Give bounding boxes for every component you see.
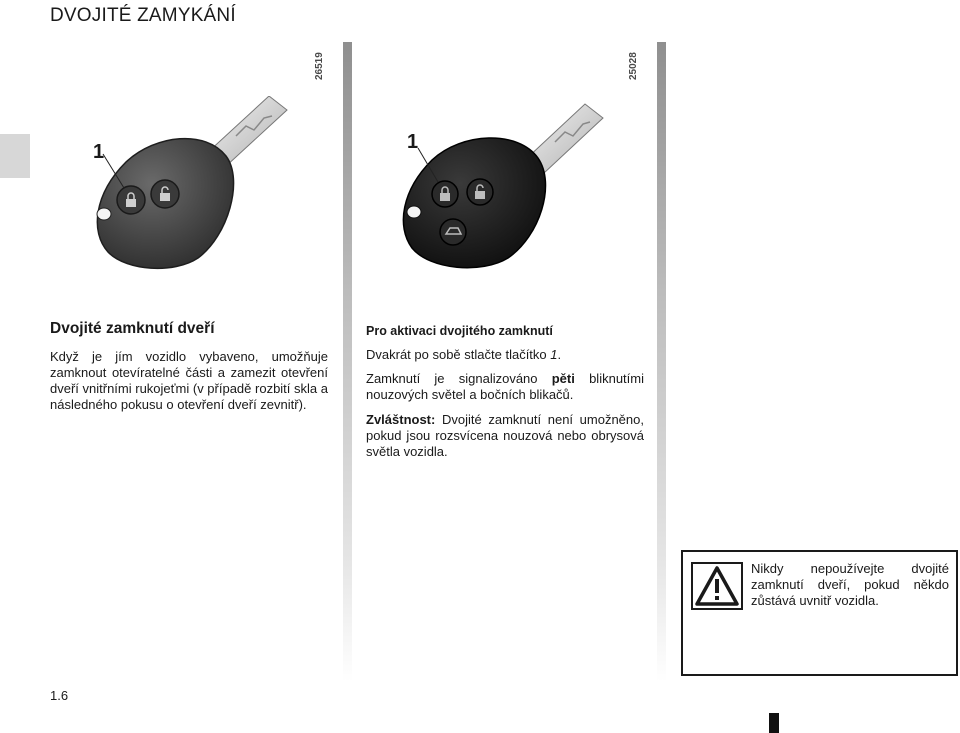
key-ring-hole: [407, 206, 421, 218]
button-reference: 1: [550, 347, 558, 362]
figure-callout-right: 1: [407, 131, 419, 153]
figure-callout-left: 1: [93, 141, 105, 163]
page-number: 1.6: [50, 688, 69, 703]
warning-text: Nikdy nepoužívejte dvojité zamknutí dveří, pokud někdo zůstává uvnitř vozidla.: [751, 561, 949, 608]
particularity-note: Zvláštnost: Dvojité zamknutí není umožněno, pokud jsou rozsvícena nouzová nebo obrysová světla vozidla.: [366, 412, 644, 459]
figure-image-id-right: 25028: [628, 52, 639, 80]
page-title: DVOJITÉ ZAMYKÁNÍ: [50, 5, 236, 26]
corner-mark: [769, 713, 779, 733]
intro-paragraph-text: Když je jím vozidlo vybaveno, umožňuje zamknout otevíratelné části a zamezit otevření dveří vnitřními rukojeťmi (v případě rozbití skla a následného pokusu o otevření dveří zevnitř).: [50, 349, 328, 412]
trunk-button: [440, 219, 466, 245]
side-tab-marker: [0, 134, 30, 178]
activation-heading: Pro aktivaci dvojitého zamknutí: [366, 324, 553, 338]
warning-box: [681, 550, 958, 676]
warning-triangle-icon: [691, 562, 743, 610]
activation-step: Dvakrát po sobě stlačte tlačítko 1.: [366, 347, 562, 362]
section-heading: Dvojité zamknutí dveří: [50, 320, 215, 337]
figure-image-id-left: 26519: [314, 52, 325, 80]
key-two-button-illustration: [86, 96, 296, 276]
signal-description: Zamknutí je signalizováno pěti bliknutími nouzových světel a bočních blikačů.: [366, 371, 644, 402]
key-ring-hole: [97, 208, 111, 220]
column-divider-left: [343, 42, 352, 682]
key-three-button-illustration: [400, 100, 610, 275]
column-divider-right: [657, 42, 666, 682]
intro-paragraph: [50, 349, 328, 413]
